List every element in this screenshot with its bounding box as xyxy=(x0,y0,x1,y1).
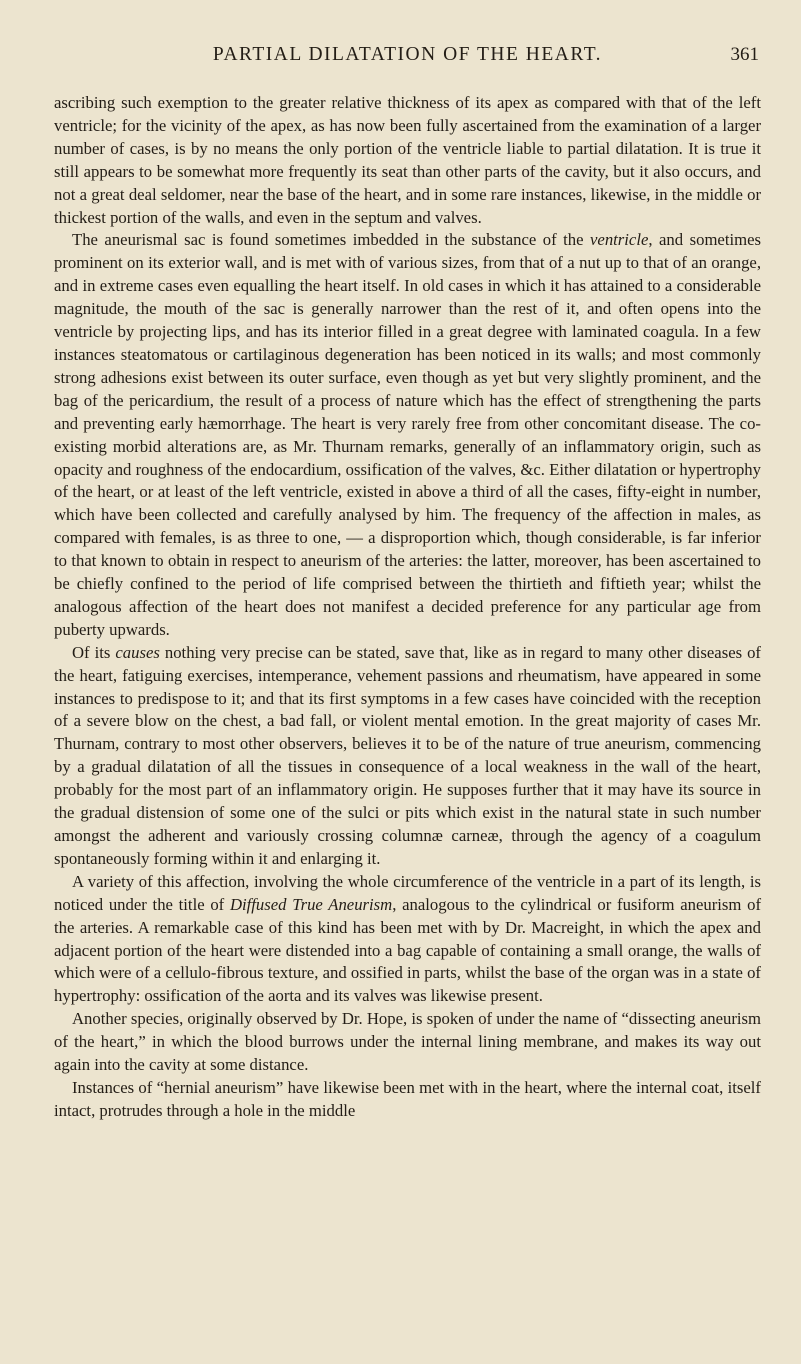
paragraph-5 xyxy=(54,1008,761,1077)
paragraph-3-text-b: nothing very precise can be stated, save that, like as in regard to many other diseases of the heart, fatiguing exercises, intemperance, vehement passions and rheumatism, have appeared in some instances to predispose to it; and that its first symptoms in a few cases have coincided with the reception of a severe blow on the chest, a bad fall, or violent mental emotion. In the great majority of cases Mr. Thurnam, contrary to most other observers, believes it to be of the nature of true aneurism, commencing by a gradual dilatation of all the tissues in consequence of a local weakness in the wall of the heart, probably for the most part of an inflammatory origin. He supposes further that it may have its source in the gradual distension of some one of the sulci or pits which exist in the natural state in such number amongst the adherent and variously crossing columnæ carneæ, through the agency of a coagulum spontaneously forming within it and enlarging it. xyxy=(54,642,761,868)
page-header xyxy=(54,40,761,70)
paragraph-4-text-b: , analogous to the cylindrical or fusiform aneurism of the arteries. A remarkable case of this kind has been met with by Dr. Macreight, in which the apex and adjacent portion of the heart were distended into a bag capable of containing a small orange, the walls of which were of a cellulo-fibrous texture, and ossified in parts, whilst the base of the organ was in a state of hypertrophy: ossification of the aorta and its valves was likewise present. xyxy=(54,894,761,1006)
paragraph-2-text-b: , and sometimes prominent on its exterior wall, and is met with of various sizes, from that of a nut up to that of an orange, and in extreme cases even equalling the heart itself. In old cases in which it has attained to a considerable magnitude, the mouth of the sac is generally narrower than the rest of it, and often opens into the ventricle by projecting lips, and has its interior filled in a great degree with laminated coagula. In a few instances steatomatous or cartilaginous degeneration has been noticed in its walls; and most commonly strong adhesions exist between its outer surface, even though as yet but very slightly prominent, and the bag of the pericardium, the result of a process of nature which has the effect of strengthening the parts and preventing early hæmorrhage. The heart is very rarely free from other concomitant disease. The co-existing morbid alterations are, as Mr. Thurnam remarks, generally of an inflammatory origin, such as opacity and roughness of the endocardium, ossification of the valves, &c. Either dilatation or hypertrophy of the heart, or at least of the left ventricle, existed in above a third of all the cases, fifty-eight in number, which have been collected and carefully analysed by him. The frequency of the affection in males, as compared with females, is as three to one, — a disproportion which, though considerable, is far inferior to that known to obtain in respect to aneurism of the arteries: the latter, moreover, has been ascertained to be chiefly confined to the period of life comprised between the thirtieth and fiftieth year; whilst the analogous affection of the heart does not manifest a decided preference for any particular age from puberty upwards. xyxy=(54,230,761,639)
paragraph-3 xyxy=(54,642,761,871)
paragraph-6 xyxy=(54,1077,761,1123)
paragraph-3-text-a: Of its xyxy=(72,642,116,662)
paragraph-2-text-a: The aneurismal sac is found sometimes imbedded in the substance of the xyxy=(72,230,590,250)
paragraph-4-italic: Diffused True Aneurism xyxy=(229,894,393,914)
paragraph-4-text-a: A variety of this affection, involving the whole circumference of the ventricle in a part of its length, is noticed under the title of xyxy=(54,871,761,914)
paragraph-5-text: Another species, originally observed by Dr. Hope, is spoken of under the name of “dissecting aneurism of the heart,” in which the blood burrows under the internal lining membrane, and makes its way out again into the cavity at some distance. xyxy=(54,1009,761,1075)
paragraph-1-text: ascribing such exemption to the greater relative thickness of its apex as compared with that of the left ventricle; for the vicinity of the apex, as has now been fully ascertained from the examination of a larger number of cases, is by no means the only portion of the ventricle liable to partial dilatation. It is true it still appears to be somewhat more frequently its seat than other parts of the cavity, but it also occurs, and not a great deal seldomer, near the base of the heart, and in some rare instances, likewise, in the middle or thickest portion of the walls, and even in the septum and valves. xyxy=(54,93,761,227)
body-text xyxy=(54,92,761,1123)
paragraph-2 xyxy=(54,229,761,641)
page-number: 361 xyxy=(730,44,759,65)
paragraph-3-italic: causes xyxy=(115,642,160,662)
running-head: PARTIAL DILATATION OF THE HEART. xyxy=(212,44,603,65)
paragraph-4 xyxy=(54,871,761,1008)
paragraph-6-text: Instances of “hernial aneurism” have likewise been met with in the heart, where the internal coat, itself intact, protrudes through a hole in the middle xyxy=(54,1077,761,1120)
paragraph-2-italic: ventricle xyxy=(590,230,649,250)
paragraph-1 xyxy=(54,92,761,229)
